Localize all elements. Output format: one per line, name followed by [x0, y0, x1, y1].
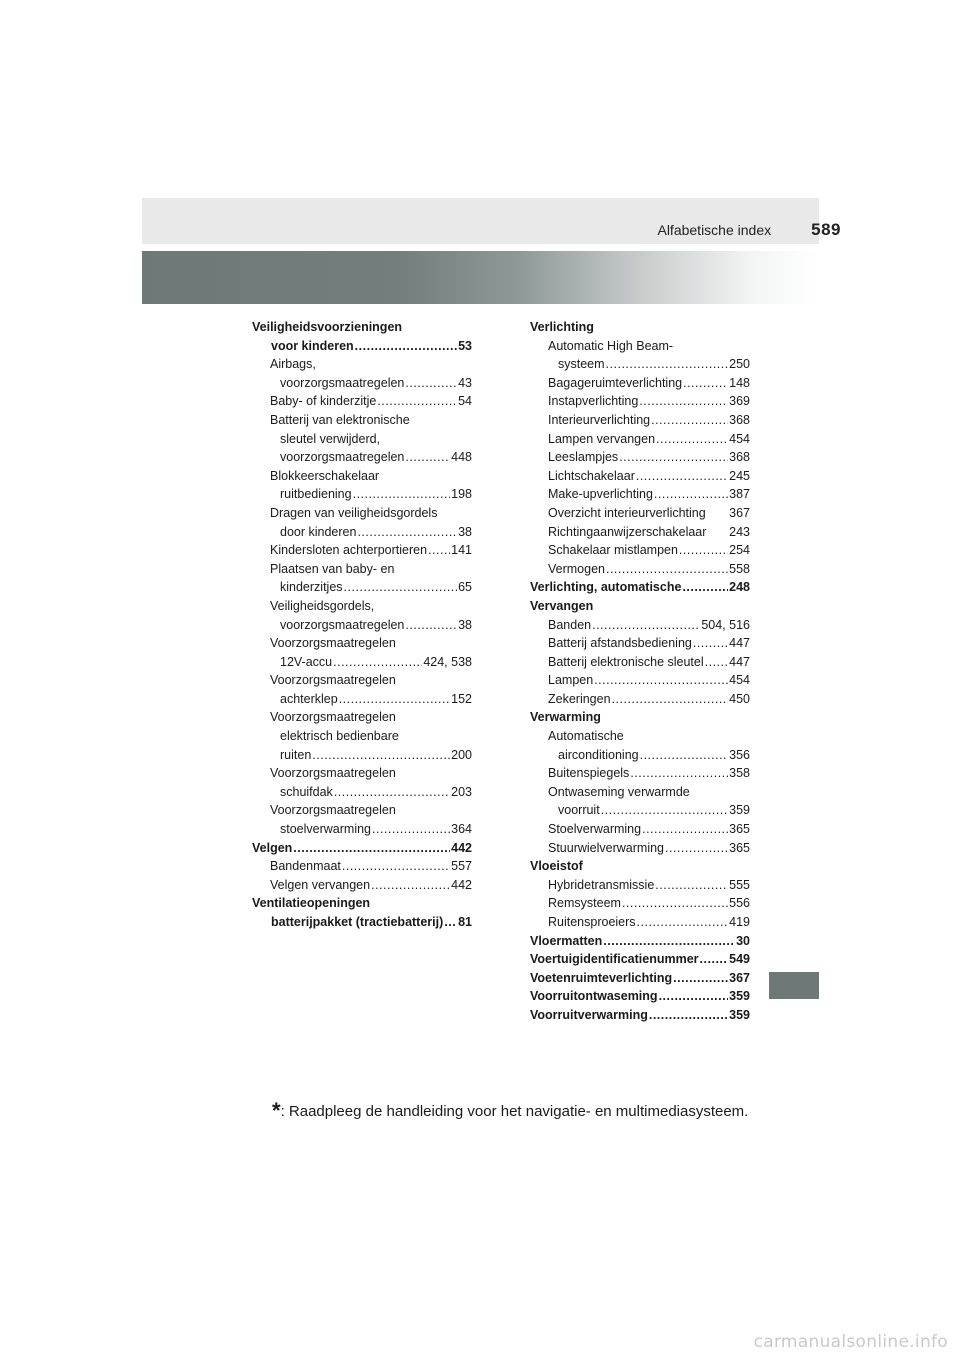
index-entry-text: Batterij elektronische sleutel [548, 654, 704, 669]
index-entry-text: Vloeistof [530, 859, 583, 874]
index-entry-page: 367 [729, 970, 750, 985]
dot-leader [682, 578, 728, 597]
index-entry [530, 783, 750, 802]
index-entry [530, 411, 750, 430]
index-entry-text: voorzorgsmaatregelen [280, 617, 405, 632]
index-entry [252, 894, 472, 913]
dot-leader [630, 764, 728, 783]
index-entry-page: 450 [729, 691, 750, 706]
index-entry [252, 820, 472, 839]
index-entry [530, 653, 750, 672]
dot-leader [603, 932, 735, 951]
footnote [272, 1098, 748, 1124]
index-entry-page: 356 [729, 747, 750, 762]
index-entry [252, 597, 472, 616]
index-entry-page: 81 [458, 915, 472, 929]
dot-leader [640, 746, 729, 765]
index-entry-text: Zekeringen [548, 691, 611, 706]
dot-leader [428, 541, 450, 560]
index-entry-text: voorzorgsmaatregelen [280, 450, 405, 465]
index-entry-text: Voorzorgsmaatregelen [270, 673, 396, 688]
index-entry-page: 358 [729, 766, 750, 781]
index-entry-text: Voorzorgsmaatregelen [270, 766, 396, 781]
index-entry [252, 430, 472, 449]
dot-leader [333, 653, 422, 672]
dot-leader [592, 616, 700, 635]
index-entry-page: 367 [729, 505, 750, 520]
dot-leader [693, 634, 728, 653]
index-entry-page: 243 [729, 524, 750, 539]
index-entry [252, 560, 472, 579]
index-entry [530, 485, 750, 504]
index-entry [530, 913, 750, 932]
index-entry-text: Richtingaanwijzerschakelaar [548, 524, 707, 539]
index-entry [530, 355, 750, 374]
index-entry-text: Lampen vervangen [548, 431, 656, 446]
dot-leader [339, 690, 450, 709]
index-entry-page: 368 [729, 412, 750, 427]
index-entry [252, 485, 472, 504]
index-entry [252, 504, 472, 523]
index-entry-text: door kinderen [280, 524, 357, 539]
index-entry-text: Buitenspiegels [548, 766, 630, 781]
index-entry-page: 148 [729, 375, 750, 390]
index-entry [252, 839, 472, 858]
section-title: Alfabetische index [657, 222, 772, 238]
index-entry-text: Banden [548, 617, 592, 632]
index-entry [530, 541, 750, 560]
dot-leader [642, 820, 728, 839]
index-entry-text: Velgen [252, 840, 293, 855]
index-entry [530, 727, 750, 746]
dot-leader [355, 337, 457, 356]
dot-leader [377, 392, 457, 411]
index-entry-text: Airbags, [270, 357, 316, 372]
index-entry-page: 250 [729, 357, 750, 372]
index-entry-text: Ruitensproeiers [548, 915, 636, 929]
index-entry-text: elektrisch bedienbare [280, 729, 399, 744]
index-entry-page: 369 [729, 394, 750, 409]
index-entry [252, 374, 472, 393]
dot-leader [606, 560, 728, 579]
index-entry-text: Voorruitverwarming [530, 1007, 648, 1022]
index-entry [252, 913, 472, 932]
index-entry-text: Lampen [548, 673, 594, 688]
index-entry-text: Vermogen [548, 561, 605, 576]
dot-leader [444, 913, 457, 932]
index-entry [252, 578, 472, 597]
index-entry [252, 541, 472, 560]
index-entry-page: 203 [451, 784, 472, 799]
index-entry-page: 448 [451, 450, 472, 465]
index-entry-page: 245 [729, 468, 750, 483]
dot-leader [700, 950, 729, 969]
index-entry-text: Batterij van elektronische [270, 412, 410, 427]
dot-leader [357, 523, 457, 542]
index-entry-text: stoelverwarming [280, 822, 372, 837]
index-entry [530, 764, 750, 783]
dot-leader [371, 876, 450, 895]
index-entry-text: Ontwaseming verwarmde [548, 784, 690, 799]
dot-leader [601, 801, 728, 820]
index-entry-text: Bandenmaat [270, 859, 341, 874]
index-entry-text: Voetenruimteverlichting [530, 970, 673, 985]
index-entry [530, 616, 750, 635]
index-entry-page: 424, 538 [423, 654, 472, 669]
dot-leader [312, 746, 450, 765]
footnote-text: : Raadpleeg de handleiding voor het navigatie- en multimediasysteem. [280, 1103, 749, 1120]
index-entry [530, 801, 750, 820]
index-entry-page: 359 [729, 803, 750, 818]
index-entry [252, 783, 472, 802]
index-entry [252, 355, 472, 374]
index-entry-page: 454 [729, 431, 750, 446]
index-entry-text: Vloermatten [530, 933, 603, 948]
index-entry-page: 65 [458, 580, 472, 595]
index-entry-text: Dragen van veiligheidsgordels [270, 505, 438, 520]
index-entry-text: Overzicht interieurverlichting [548, 505, 706, 520]
index-entry-text: Automatische [548, 729, 624, 744]
index-entry-text: ruiten [280, 747, 312, 762]
index-entry-text: Verlichting, automatische [530, 580, 682, 595]
index-entry-page: 364 [451, 822, 472, 837]
index-entry-text: Blokkeerschakelaar [270, 468, 380, 483]
index-entry [530, 746, 750, 765]
index-entry-text: Batterij afstandsbediening [548, 636, 692, 651]
dot-leader [344, 578, 458, 597]
index-entry-text: Verwarming [530, 710, 601, 725]
index-entry [252, 467, 472, 486]
index-entry [530, 560, 750, 579]
index-entry-text: Ventilatieopeningen [252, 896, 371, 911]
index-entry-page: 53 [458, 338, 472, 353]
index-entry-text: Velgen vervangen [270, 877, 371, 892]
index-entry-text: Veiligheidsgordels, [270, 598, 375, 613]
index-entry-text: Plaatsen van baby- en [270, 561, 395, 576]
index-entry-text: sleutel verwijderd, [280, 431, 381, 446]
index-entry-text: kinderzitjes [280, 580, 343, 595]
index-entry-page: 254 [729, 543, 750, 558]
watermark: carmanualsonline.info [753, 1332, 948, 1352]
index-entry-page: 152 [451, 691, 472, 706]
page-header [657, 220, 841, 240]
dot-leader [342, 857, 450, 876]
index-entry-page: 38 [458, 524, 472, 539]
dot-leader [372, 820, 450, 839]
index-entry-text: Veiligheidsvoorzieningen [252, 320, 403, 334]
index-entry-text: Interieurverlichting [548, 412, 651, 427]
index-entry-page: 38 [458, 617, 472, 632]
decorative-gradient-band [142, 251, 819, 304]
index-entry [530, 392, 750, 411]
index-column-right [530, 318, 750, 1025]
index-entry-text: ruitbediening [280, 487, 352, 502]
index-entry [252, 727, 472, 746]
index-entry-page: 30 [736, 933, 750, 948]
index-entry-page: 359 [729, 1007, 750, 1022]
index-entry-text: Voorruitontwaseming [530, 989, 658, 1004]
index-entry [530, 839, 750, 858]
index-entry-page: 365 [729, 840, 750, 855]
index-entry-text: Baby- of kinderzitje [270, 394, 377, 409]
dot-leader [636, 467, 728, 486]
index-entry [530, 671, 750, 690]
index-entry-page: 368 [729, 450, 750, 465]
index-entry-page: 359 [729, 989, 750, 1004]
index-entry-page: 454 [729, 673, 750, 688]
index-entry-text: Stoelverwarming [548, 822, 642, 837]
index-entry-page: 43 [458, 375, 472, 390]
index-entry-page: 447 [729, 654, 750, 669]
index-entry-text: 12V-accu [280, 654, 333, 669]
index-entry-page: 549 [729, 952, 750, 967]
dot-leader [405, 448, 450, 467]
index-entry [530, 969, 750, 988]
dot-leader [665, 839, 728, 858]
dot-leader [655, 876, 728, 895]
dot-leader [659, 987, 729, 1006]
dot-leader [637, 913, 729, 932]
index-entry-text: Verlichting [530, 320, 594, 334]
index-entry-page: 198 [451, 487, 472, 502]
index-entry-text: Voorzorgsmaatregelen [270, 710, 396, 725]
dot-leader [334, 783, 450, 802]
dot-leader [679, 541, 728, 560]
index-entry [530, 894, 750, 913]
index-entry [252, 523, 472, 542]
dot-leader [673, 969, 728, 988]
index-entry [530, 634, 750, 653]
index-entry-page: 54 [458, 394, 472, 409]
index-entry [252, 411, 472, 430]
index-entry [530, 820, 750, 839]
dot-leader [405, 616, 457, 635]
footnote-marker: * [272, 1098, 281, 1123]
index-entry [252, 671, 472, 690]
index-entry [530, 690, 750, 709]
index-entry-text: Automatic High Beam- [548, 338, 674, 353]
index-entry [252, 690, 472, 709]
index-entry-text: airconditioning [558, 747, 639, 762]
index-entry [530, 987, 750, 1006]
index-entry [530, 1006, 750, 1025]
dot-leader [353, 485, 451, 504]
index-entry-text: Kindersloten achterportieren [270, 543, 428, 558]
index-entry-text: Schakelaar mistlampen [548, 543, 678, 558]
dot-leader [683, 374, 728, 393]
index-entry [252, 876, 472, 895]
index-entry [530, 708, 750, 727]
index-entry-page: 447 [729, 636, 750, 651]
index-entry [252, 392, 472, 411]
index-entry [252, 653, 472, 672]
index-entry-text: Lichtschakelaar [548, 468, 635, 483]
index-entry [252, 708, 472, 727]
index-entry [530, 467, 750, 486]
index-entry-text: Bagageruimteverlichting [548, 375, 683, 390]
index-entry-text: Instapverlichting [548, 394, 639, 409]
index-entry-text: Stuurwielverwarming [548, 840, 665, 855]
dot-leader [594, 671, 728, 690]
index-entry-page: 365 [729, 822, 750, 837]
index-entry-text: Vervangen [530, 598, 594, 613]
dot-leader [622, 894, 728, 913]
index-entry [530, 578, 750, 597]
index-entry [530, 876, 750, 895]
index-entry-page: 442 [451, 877, 472, 892]
dot-leader [606, 355, 729, 374]
index-entry-text: Voorzorgsmaatregelen [270, 636, 396, 651]
dot-leader [705, 653, 729, 672]
index-entry-page: 557 [451, 859, 472, 874]
index-entry [252, 318, 472, 337]
index-entry-text: batterijpakket (tractiebatterij) [271, 915, 444, 929]
index-entry-page: 555 [729, 877, 750, 892]
index-entry-text: Make-upverlichting [548, 487, 653, 502]
index-entry-text: voor kinderen [271, 338, 354, 353]
index-entry-text: schuifdak [280, 784, 333, 799]
index-entry-page: 558 [729, 561, 750, 576]
index-entry-text: achterklep [280, 691, 338, 706]
index-entry-text: Voorzorgsmaatregelen [270, 803, 396, 818]
index-entry [530, 523, 750, 542]
index-entry-page: 141 [451, 543, 472, 558]
dot-leader [654, 485, 728, 504]
index-entry [530, 950, 750, 969]
index-entry-text: Remsysteem [548, 896, 621, 911]
index-entry-text: Hybridetransmissie [548, 877, 655, 892]
index-entry-text: voorruit [558, 803, 600, 818]
index-entry-page: 556 [729, 896, 750, 911]
index-entry [530, 597, 750, 616]
dot-leader [619, 448, 728, 467]
index-entry [530, 448, 750, 467]
dot-leader [649, 1006, 728, 1025]
dot-leader [405, 374, 457, 393]
index-entry [252, 857, 472, 876]
dot-leader [293, 839, 450, 858]
index-entry-page: 200 [451, 747, 472, 762]
index-entry-text: Voertuigidentificatienummer [530, 952, 699, 967]
index-entry [252, 634, 472, 653]
index-entry [530, 430, 750, 449]
chapter-thumb-tab [769, 972, 819, 999]
index-entry-text: voorzorgsmaatregelen [280, 375, 405, 390]
index-entry [252, 764, 472, 783]
index-entry [530, 857, 750, 876]
dot-leader [656, 430, 728, 449]
dot-leader [639, 392, 728, 411]
index-entry-page: 442 [451, 840, 472, 855]
index-entry [252, 337, 472, 356]
index-entry-page: 387 [729, 487, 750, 502]
index-entry [252, 801, 472, 820]
index-entry-page: 504, 516 [701, 617, 750, 632]
index-entry [252, 746, 472, 765]
page-number: 589 [811, 220, 841, 239]
index-entry-page: 419 [729, 915, 750, 929]
index-entry [530, 318, 750, 337]
dot-leader [651, 411, 728, 430]
index-entry-text: Leeslampjes [548, 450, 619, 465]
index-entry-text: systeem [558, 357, 605, 372]
dot-leader [612, 690, 729, 709]
index-entry-page: 248 [729, 580, 750, 595]
index-entry [530, 337, 750, 356]
index-column-left [252, 318, 472, 932]
index-entry [252, 616, 472, 635]
index-entry [530, 932, 750, 951]
index-entry [530, 504, 750, 523]
index-entry [252, 448, 472, 467]
index-entry [530, 374, 750, 393]
